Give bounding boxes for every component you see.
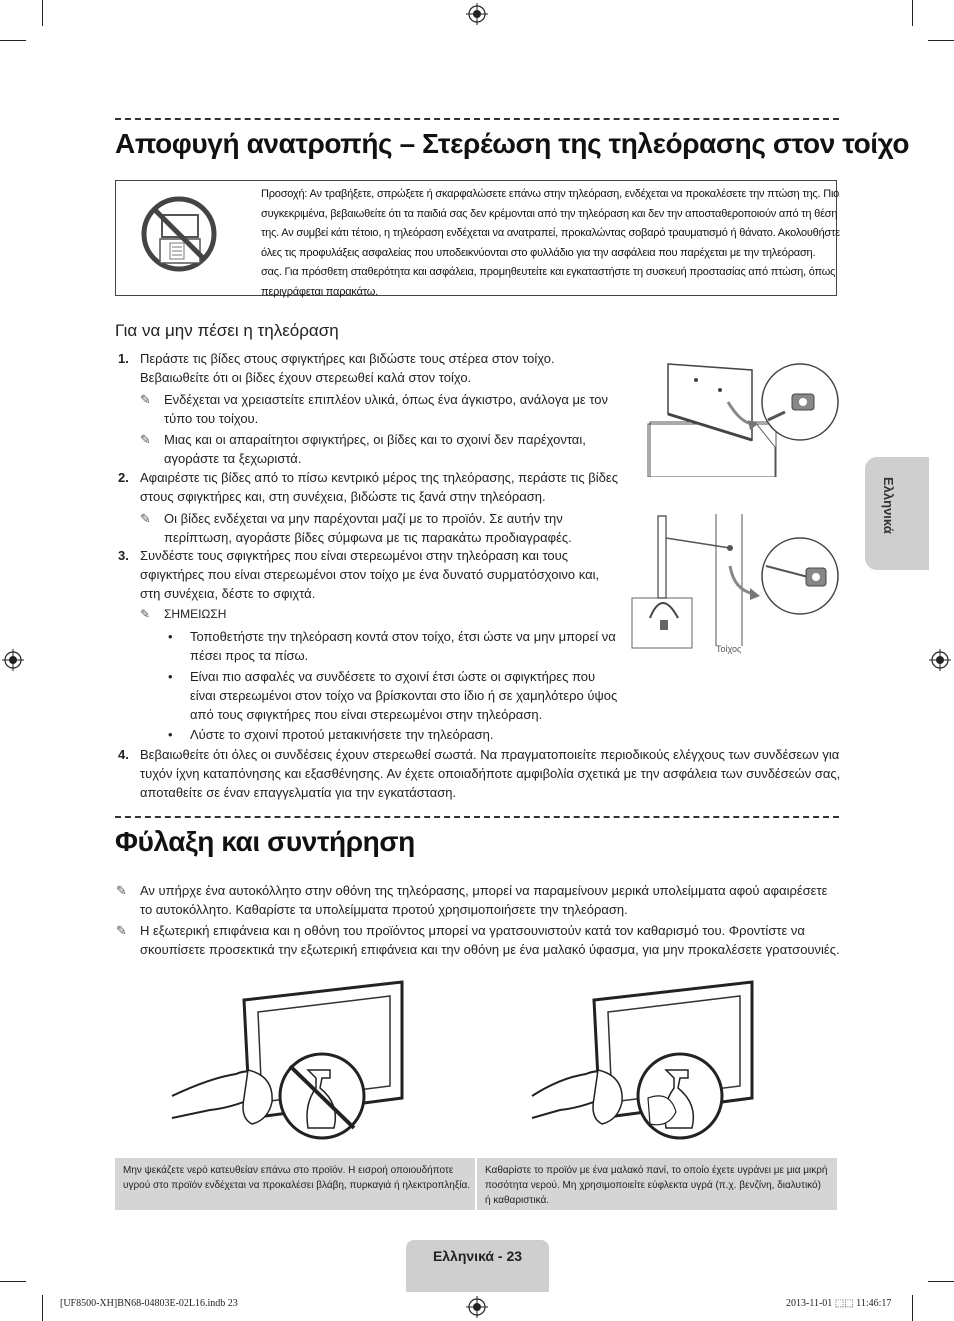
crop-mark [42, 1295, 43, 1321]
wall-label: Τοίχος [716, 644, 742, 654]
footer-timestamp: 2013-11-01 ⬚⬚ 11:46:17 [786, 1298, 892, 1309]
note-line: Η εξωτερική επιφάνεια και η οθόνη του προϊόντος μπορεί να γρατσουνιστούν κατά τον καθαρισμό του. Φροντίστε να [140, 923, 805, 938]
registration-mark-icon [466, 3, 488, 25]
section-divider [115, 816, 839, 818]
caption-left [115, 1158, 475, 1210]
bullet-line: από τους σφιγκτήρες που είναι στερεωμένοι στην τηλεόραση. [190, 707, 543, 722]
crop-mark [912, 1295, 913, 1321]
step-line: Αφαιρέστε τις βίδες από το πίσω κεντρικό μέρος της τηλεόρασης, περάστε τις βίδες [140, 470, 618, 485]
crop-mark [0, 40, 26, 41]
note-pencil-icon: ✎ [140, 511, 151, 526]
registration-mark-icon [2, 649, 24, 671]
step-line: αποταθείτε σε έναν επαγγελματία για την εγκατάσταση. [140, 785, 457, 800]
step-line: τυχόν ίχνη καταπόνησης και εξασθένησης. Αν έχετε οποιαδήποτε αμφιβολία σχετικά με την ασφάλεια των συνδέσεών σας, [140, 766, 841, 781]
no-spray-illustration [170, 978, 410, 1143]
step-number: 4. [118, 747, 129, 762]
note-line: περίπτωση, αγοράστε βίδες σύμφωνα με τις παρακάτω προδιαγραφές. [164, 530, 572, 545]
note-line: Οι βίδες ενδέχεται να μην παρέχονται μαζί με το προϊόν. Σε αυτήν την [164, 511, 563, 526]
note-pencil-icon: ✎ [140, 392, 151, 407]
bullet-line: είναι στερεωμένοι στον τοίχο να βρίσκονται στο ίδιο ή σε χαμηλότερο ύψος [190, 688, 618, 703]
warning-line: Προσοχή: Αν τραβήξετε, σπρώξετε ή σκαρφαλώσετε επάνω στην τηλεόραση, ενδέχεται να προκαλέσετε την πτώση της. Πιο [261, 188, 840, 200]
language-side-tab [865, 457, 929, 570]
step-line: σφιγκτήρες που είναι στερεωμένοι στον τοίχο με ένα δυνατό συρματόσχοινο και, [140, 567, 600, 582]
note-line: Μιας και οι απαραίτητοι σφιγκτήρες, οι βίδες και το σχοινί δεν παρέχονται, [164, 432, 586, 447]
caption-right [477, 1158, 837, 1210]
no-climbing-icon [140, 195, 218, 273]
warning-text [261, 185, 840, 302]
warning-box [115, 180, 840, 298]
note-pencil-icon: ✎ [116, 923, 127, 938]
step-number: 3. [118, 548, 129, 563]
step-number: 2. [118, 470, 129, 485]
step-line: Βεβαιωθείτε ότι οι βίδες έχουν στερεωθεί καλά στον τοίχο. [140, 370, 472, 385]
crop-mark [912, 0, 913, 26]
note-line: σκουπίσετε προσεκτικά την εξωτερική επιφάνεια και την οθόνη με ένα μαλακό ύφασμα, για μην προκαλέσετε γρατσουνιές. [140, 942, 840, 957]
bullet-line: Λύστε το σχοινί προτού μετακινήσετε την τηλεόραση. [190, 727, 494, 742]
wall-rope-illustration [630, 508, 840, 658]
step-line: Βεβαιωθείτε ότι όλες οι συνδέσεις έχουν στερεωθεί σωστά. Να πραγματοποιείτε περιοδικούς ελέγχους των συνδέσεων για [140, 747, 840, 762]
note-pencil-icon: ✎ [140, 432, 151, 447]
caption-line: Μην ψεκάζετε νερό κατευθείαν επάνω στο προϊόν. Η εισροή οποιουδήποτε [123, 1165, 454, 1176]
bullet-line: Είναι πιο ασφαλές να συνδέσετε το σχοινί έτσι ώστε οι σφιγκτήρες που [190, 669, 596, 684]
registration-mark-icon [466, 1296, 488, 1318]
caption-line: Καθαρίστε το προϊόν με ένα μαλακό πανί, το οποίο έχετε υγράνει με μια μικρή [485, 1165, 828, 1176]
side-tab-label: Ελληνικά [881, 477, 896, 534]
crop-mark [42, 0, 43, 26]
crop-mark [928, 1281, 954, 1282]
bullet-line: Τοποθετήστε την τηλεόραση κοντά στον τοίχο, έτσι ώστε να μην μπορεί να [190, 629, 616, 644]
registration-mark-icon [929, 649, 951, 671]
step-number: 1. [118, 351, 129, 366]
section-title: Φύλαξη και συντήρηση [115, 826, 415, 857]
subsection-title: Για να μην πέσει η τηλεόραση [115, 321, 339, 340]
note-line: τύπο του τοίχου. [164, 411, 259, 426]
step-line: Περάστε τις βίδες στους σφιγκτήρες και βιδώστε τους στέρεα στον τοίχο. [140, 351, 555, 366]
step-line: στη συνέχεια, δέστε το σφιχτά. [140, 586, 316, 601]
caption-line: ποσότητα νερού. Μη χρησιμοποιείτε εύφλεκτα υγρά (π.χ. βενζίνη, διαλυτικό) [485, 1180, 821, 1191]
note-pencil-icon: ✎ [116, 883, 127, 898]
page-number: Ελληνικά - 23 [406, 1240, 549, 1292]
caption-line: ή καθαριστικά. [485, 1195, 550, 1206]
caption-line: υγρού στο προϊόν ενδέχεται να προκαλέσει βλάβη, πυρκαγιά ή ηλεκτροπληξία. [123, 1180, 471, 1191]
warning-line: όλες τις προφυλάξεις ασφαλείας που υποδεικνύονται στο φυλλάδιο για την ασφάλεια που παρέχεται με την τηλεόραση. [261, 246, 816, 259]
bullet-line: πέσει προς τα πίσω. [190, 648, 309, 663]
section-divider [115, 118, 839, 120]
step-line: Συνδέστε τους σφιγκτήρες που είναι στερεωμένοι στην τηλεόραση και τους [140, 548, 569, 563]
note-line: Ενδέχεται να χρειαστείτε επιπλέον υλικά, όπως ένα άγκιστρο, ανάλογα με τον [164, 392, 609, 407]
crop-mark [928, 40, 954, 41]
cloth-cleaning-illustration [530, 978, 770, 1143]
note-line: Αν υπήρχε ένα αυτοκόλλητο στην οθόνη της τηλεόρασης, μπορεί να παραμείνουν μερικά υπολείμματα αφού αφαιρέσετε [140, 883, 828, 898]
warning-line: περιγράφεται παρακάτω. [261, 285, 378, 298]
note-line: αγοράστε τα ξεχωριστά. [164, 451, 302, 466]
wall-mount-illustration [640, 352, 840, 477]
section-title: Αποφυγή ανατροπής – Στερέωση της τηλεόρασης στον τοίχο [115, 128, 910, 159]
crop-mark [0, 1281, 26, 1282]
warning-line: της. Αν συμβεί κάτι τέτοιο, η τηλεόραση ενδέχεται να ανατραπεί, προκαλώντας σοβαρό τραυματισμό ή θάνατο. Ακολουθήστε [261, 227, 840, 239]
warning-line: σας. Για πρόσθετη σταθερότητα και ασφάλεια, προμηθευτείτε και εγκαταστήστε τη συσκευή προστασίας από πτώση, όπως [261, 266, 836, 278]
note-line: το αυτοκόλλητο. Καθαρίστε τα υπολείμματα προτού χρησιμοποιήσετε την τηλεόραση. [140, 902, 628, 917]
warning-line: συγκεκριμένα, βεβαιωθείτε ότι τα παιδιά σας δεν κρέμονται από την τηλεόραση και δεν την αποσταθεροποιούν από τη θέση [261, 207, 838, 220]
step-line: στους σφιγκτήρες και, στη συνέχεια, βιδώστε τις ξανά στην τηλεόραση. [140, 489, 546, 504]
note-pencil-icon: ✎ [140, 607, 151, 621]
footer-file: [UF8500-XH]BN68-04803E-02L16.indb 23 [60, 1298, 238, 1309]
